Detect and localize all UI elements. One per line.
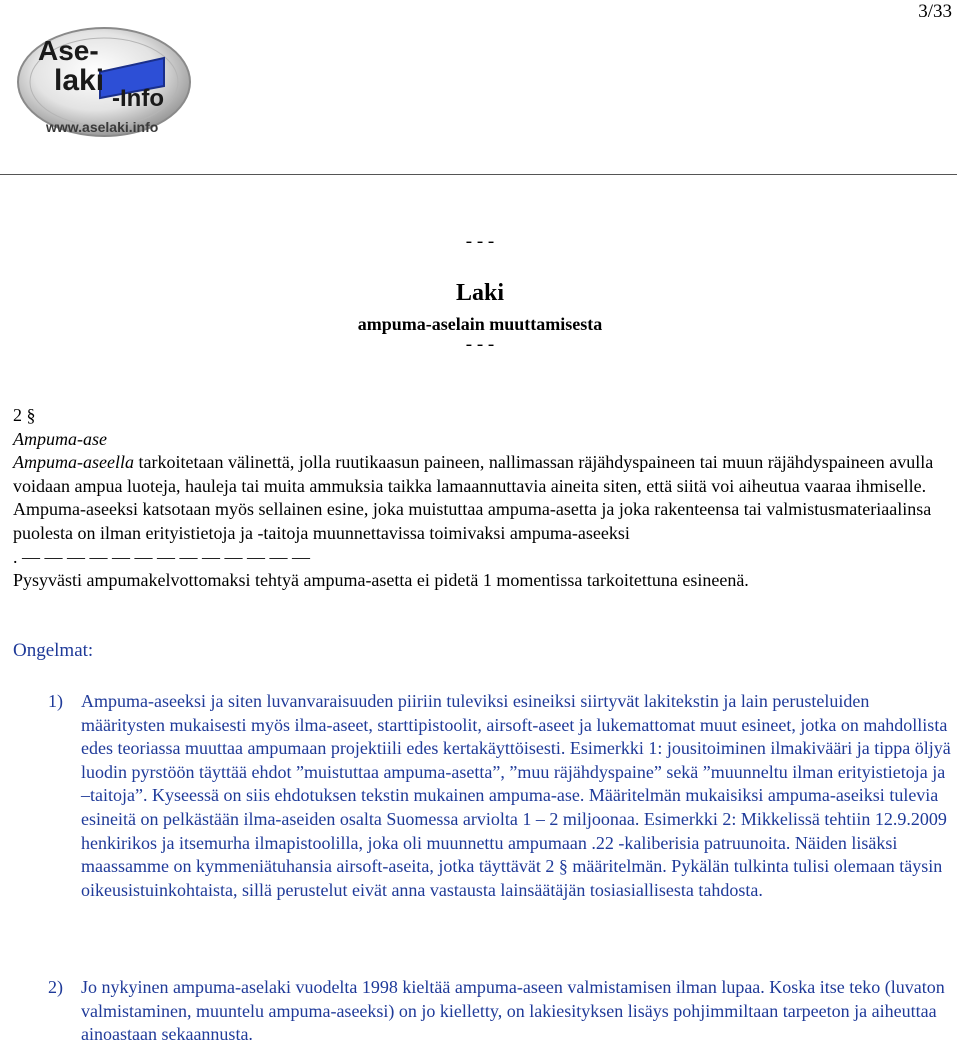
aselaki-info-logo bbox=[14, 24, 196, 142]
logo-text-2: laki bbox=[54, 64, 105, 97]
section-body bbox=[13, 451, 948, 545]
section-heading: Ampuma-ase bbox=[13, 428, 107, 449]
logo-text-3: -Info bbox=[112, 85, 164, 112]
page-number: 3/33 bbox=[918, 1, 952, 22]
law-title: Laki bbox=[455, 280, 505, 306]
separator-top: - - - bbox=[465, 231, 495, 252]
problem-item bbox=[48, 976, 953, 1047]
section-body-2: Ampuma-aseeksi katsotaan myös sellainen esine, joka muistuttaa ampuma-asetta ja joka rakenteensa tai valmistusmateriaalinsa puolesta on ilman erityistietoja ja -taitoja muunnettavissa toimivaksi ampuma-aseeksi bbox=[13, 499, 932, 543]
section-term: Ampuma-aseella bbox=[13, 452, 134, 473]
separator-bottom: - - - bbox=[465, 334, 495, 355]
section-sign: § bbox=[26, 405, 36, 425]
section-body-3: Pysyvästi ampumakelvottomaksi tehtyä ampuma-asetta ei pidetä 1 momentissa tarkoitettuna esineenä. bbox=[13, 570, 749, 591]
section-number: 2 bbox=[13, 405, 22, 425]
problem-item bbox=[48, 690, 953, 902]
section-number-line bbox=[13, 404, 948, 428]
problem-number: 2) bbox=[48, 977, 63, 997]
problems-title: Ongelmat: bbox=[13, 640, 94, 661]
logo-text-1: Ase- bbox=[38, 35, 99, 66]
law-subtitle: ampuma-aselain muuttamisesta bbox=[357, 314, 603, 334]
problem-text: Jo nykyinen ampuma-aselaki vuodelta 1998 kieltää ampuma-aseen valmistamisen ilman lupaa. Koska itse teko (luvaton valmistaminen, muuntelu ampuma-aseeksi) on jo kielletty, on lakiesityksen lisäys pohjimmiltaan tarpeeton ja aiheuttaa ainoastaan sekaannusta. bbox=[81, 977, 945, 1045]
problem-text: Ampuma-aseeksi ja siten luvanvaraisuuden piiriin tuleviksi esineiksi siirtyvät lakitekstin ja lain perusteluiden määritysten mukaisesti myös ilma-aseet, starttipistoolit, airsoft-aseet ja lukemattomat muut esineet, jotka on mahdollista edes teoriassa muuttaa ampumaan projektiili edes kertakäyttöisesti. Esimerkki 1: jousitoiminen ilmakivääri ja tippa öljyä luodin pyrstöön täyttää ehdot ”muistuttaa ampuma-asetta”, ”muu räjähdyspaine” sekä ”muunneltu ilman erityistietoja ja –taitoja”. Kyseessä on siis ehdotuksen tekstin mukainen ampuma-ase. Määritelmän mukaisiksi ampuma-aseiksi tulevia esineitä on pelkästään ilma-aseiden osalta Suomessa arviolta 1 – 2 miljoonaa. Esimerkki 2: Mikkelissä tehtiin 12.9.2009 henkirikos ja itsemurha ilmapistoolilla, joka oli muunnettu ampumaan .22 -kaliberisia patruunoita. Näiden lisäksi maassamme on kymmeniätuhansia airsoft-aseita, jotka täyttävät 2 § määritelmän. Pykälän tulkinta tulisi olemaan täysin oikeusistuinkohtaista, sillä perustelut eivät anna vastausta lainsäätäjän tosiasiallisesta tahdosta. bbox=[81, 691, 951, 900]
dash-line: . — — — — — — — — — — — — — bbox=[13, 546, 310, 567]
section-body-1: tarkoitetaan välinettä, jolla ruutikaasun paineen, nallimassan räjähdyspaineen tai muun räjähdyspaineen avulla voidaan ampua luoteja, hauleja tai muita ammuksia taikka lamaannuttavia aineita siten, että siitä voi aiheutua vaaraa ihmiselle. bbox=[13, 452, 934, 496]
section-2 bbox=[13, 404, 948, 593]
problem-number: 1) bbox=[48, 691, 63, 711]
header-divider bbox=[0, 174, 957, 175]
logo-url: www.aselaki.info bbox=[46, 119, 159, 135]
